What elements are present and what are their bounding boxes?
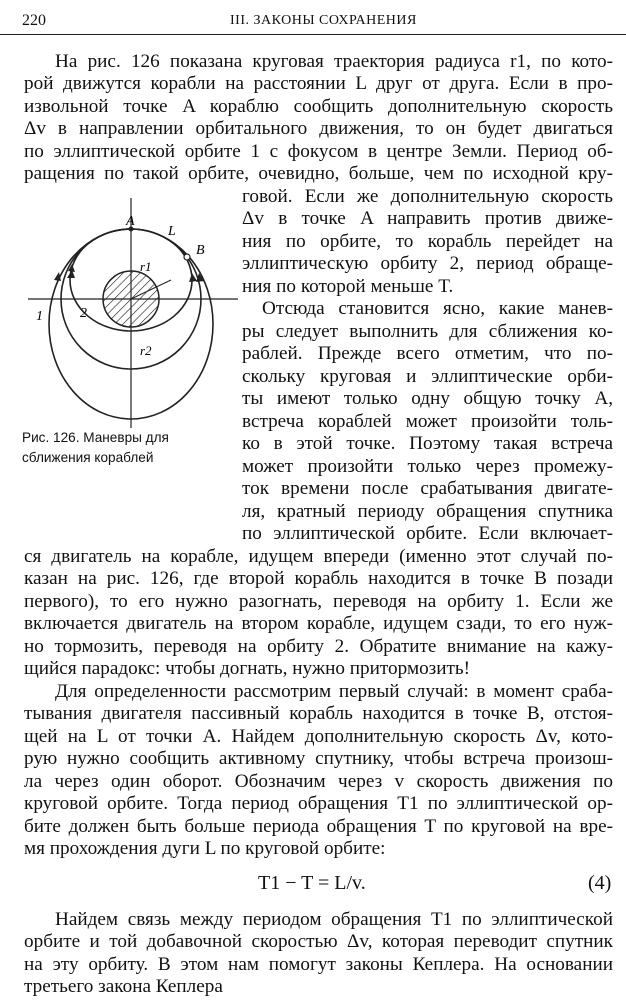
text-line: на эту орбиту. В этом нам помогут законы Кеплера. На основании: [24, 954, 613, 975]
text-line: Δv в точке A направить против движе-: [242, 208, 613, 229]
text-line: ля, кратный периоду обращения спутника: [242, 501, 613, 522]
figure-caption: Рис. 126. Маневры для сближения кораблей: [22, 430, 169, 465]
text-line: ты имеют только одну общую точку A,: [242, 388, 613, 409]
chapter-title: III. ЗАКОНЫ СОХРАНЕНИЯ: [230, 13, 417, 28]
text-line: рой движутся корабли на расстоянии L друг от друга. Если в про-: [24, 73, 613, 94]
text-line: но тормозить, переводя на орбиту 2. Обратите внимание на кажу-: [24, 636, 613, 657]
text-line: Отсюда становится ясно, какие манев-: [262, 298, 613, 319]
text-line: ния по орбите, то корабль перейдет на: [242, 231, 613, 252]
equation-4-number: (4): [588, 872, 612, 894]
text-line: ния по которой меньше T.: [242, 276, 454, 297]
text-line: третьего закона Кеплера: [24, 976, 223, 997]
text-line: ко в этой точке. Поэтому такая встреча: [242, 433, 613, 454]
text-line: раблей. Прежде всего отметим, что по-: [242, 343, 613, 364]
text-line: щийся парадокс: чтобы догнать, нужно притормозить!: [24, 658, 471, 679]
point-b-marker: [184, 254, 190, 260]
label-orbit-1: 1: [36, 309, 43, 324]
text-line: ры следует выполнить для сближения ко-: [242, 321, 613, 342]
text-line: Найдем связь между периодом обращения T1 по эллиптической: [55, 909, 613, 930]
text-line: может произойти только через промежу-: [242, 456, 613, 477]
text-line: встреча кораблей может произойти толь-: [242, 411, 613, 432]
text-line: бите должен быть больше периода обращения T по круговой на вре-: [24, 816, 613, 837]
text-line: извольной точке A кораблю сообщить дополнительную скорость: [24, 96, 613, 117]
text-line: ращения по такой орбите, очевидно, больше, чем по исходной кру-: [24, 163, 613, 184]
text-line: Для определенности рассмотрим первый случай: в момент сраба-: [55, 681, 613, 702]
text-line: ток времени после срабатывания двигате-: [242, 478, 613, 499]
text-line: казан на рис. 126, где второй корабль находится в точке B позади: [24, 568, 613, 589]
text-line: эллиптическую орбиту 2, период обраще-: [242, 253, 613, 274]
label-orbit-2: 2: [80, 306, 87, 321]
text-line: круговой орбите. Тогда период обращения T1 по эллиптической ор-: [24, 793, 613, 814]
label-r2: r2: [140, 343, 152, 358]
arrow-orbit-1: [54, 272, 61, 281]
text-line: мя прохождения дуги L по круговой орбите:: [24, 838, 386, 859]
text-line: включается двигатель на втором корабле, идущем сзади, то его нуж-: [24, 613, 613, 634]
equation-4: T1 − T = L/v.: [258, 872, 366, 894]
figure-126-diagram: [28, 198, 238, 428]
page-header: [0, 10, 626, 35]
text-line: по эллиптической орбите. Если включает-: [242, 523, 613, 544]
text-line: щей на L от точки A. Найдем дополнительную скорость Δv, кото-: [24, 726, 613, 747]
label-l: L: [168, 224, 176, 239]
text-line: тывания двигателя пассивный корабль находится в точке B, отстоя-: [24, 703, 613, 724]
text-line: по эллиптической орбите 1 с фокусом в центре Земли. Период об-: [24, 141, 613, 162]
text-line: ся двигатель на корабле, идущем впереди (именно этот случай по-: [24, 546, 613, 567]
text-line: Δv в направлении орбитального движения, то он будет двигаться: [24, 118, 613, 139]
text-line: орбите и той добавочной скоростью Δv, которая переводит спутник: [24, 931, 613, 952]
text-line: говой. Если же дополнительную скорость: [242, 186, 613, 207]
text-line: На рис. 126 показана круговая траектория радиуса r1, по кото-: [55, 51, 613, 72]
text-line: ла через один оборот. Обозначим через v скорость движения по: [24, 771, 613, 792]
text-line: первого), то его нужно разогнать, переводя на орбиту 1. Если же: [24, 591, 613, 612]
label-b: B: [196, 243, 205, 258]
page-number: 220: [22, 12, 46, 29]
label-r1: r1: [140, 259, 152, 274]
text-line: скольку круговая и эллиптические орби-: [242, 366, 613, 387]
text-line: рую нужно сообщить активному спутнику, чтобы встреча произош-: [24, 748, 613, 769]
label-a: A: [126, 214, 135, 229]
